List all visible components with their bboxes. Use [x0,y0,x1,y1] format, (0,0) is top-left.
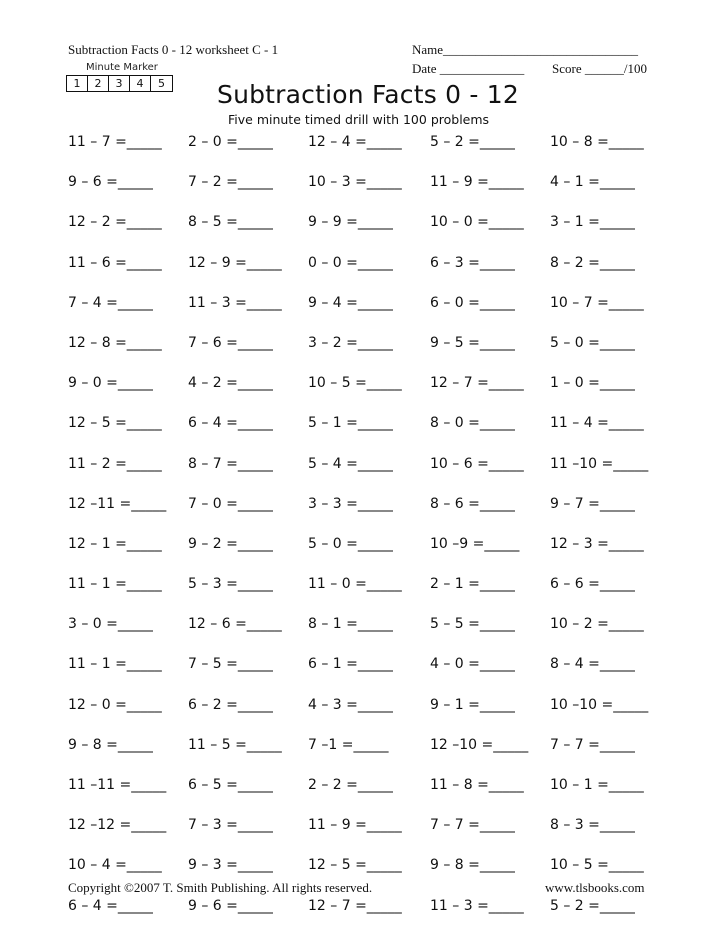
problem-item: 10 – 1 =_____ [550,777,644,793]
problem-item: 10 –9 =_____ [430,535,520,552]
problem-item: 5 – 0 =_____ [550,334,635,351]
score-field: Score ______/100 [552,61,647,76]
page-title: Subtraction Facts 0 - 12 [217,80,519,109]
problem-item: 1 – 0 =_____ [550,375,635,392]
problem-row [68,255,668,295]
problem-item: 9 – 5 =_____ [430,334,515,351]
problem-item: 12 – 7 =_____ [308,897,402,914]
problem-item: 6 – 3 =_____ [430,254,515,271]
problem-item: 12 –11 =_____ [68,495,167,512]
copyright-notice: Copyright ©2007 T. Smith Publishing. All rights reserved. [68,880,373,895]
problem-item: 9 – 8 =_____ [68,736,153,753]
problem-item: 6 – 4 =_____ [68,897,153,914]
problem-item: 12 – 7 =_____ [430,375,524,392]
problem-item: 11 –11 =_____ [68,777,167,793]
problem-item: 7 – 7 =_____ [430,817,515,834]
problem-item: 7 – 3 =_____ [188,817,273,834]
problem-row [68,536,668,576]
problem-item: 6 – 0 =_____ [430,294,515,311]
problem-row [68,335,668,375]
problem-row [68,415,668,455]
page-subtitle: Five minute timed drill with 100 problems [228,112,490,127]
minute-marker-box-4: 4 [130,76,151,91]
problem-item: 6 – 1 =_____ [308,656,393,673]
problem-item: 8 – 0 =_____ [430,415,515,432]
problem-item: 6 – 2 =_____ [188,696,273,713]
problem-item: 5 – 5 =_____ [430,616,515,633]
problem-item: 8 – 7 =_____ [188,455,273,472]
problem-item: 7 –1 =_____ [308,736,389,753]
problem-item: 12 –10 =_____ [430,736,529,753]
problem-item: 6 – 5 =_____ [188,777,273,793]
problem-item: 3 – 2 =_____ [308,334,393,351]
problem-item: 2 – 1 =_____ [430,576,515,593]
problem-item: 10 – 5 =_____ [550,857,644,874]
problem-row [68,777,668,817]
problem-row [68,496,668,536]
problem-item: 7 – 0 =_____ [188,495,273,512]
problem-item: 8 – 5 =_____ [188,214,273,231]
problem-item: 12 – 4 =_____ [308,134,402,150]
problem-item: 12 – 5 =_____ [308,857,402,874]
problem-item: 3 – 3 =_____ [308,495,393,512]
problem-item: 11 –10 =_____ [550,455,649,472]
problem-row [68,295,668,335]
problem-item: 8 – 3 =_____ [550,817,635,834]
problem-row [68,616,668,656]
problem-item: 10 – 6 =_____ [430,455,524,472]
problem-item: 2 – 0 =_____ [188,134,273,150]
problem-item: 10 – 3 =_____ [308,174,402,191]
problem-item: 10 – 0 =_____ [430,214,524,231]
problem-row [68,375,668,415]
problem-item: 11 – 8 =_____ [430,777,524,793]
problem-item: 9 – 8 =_____ [430,857,515,874]
problem-item: 11 – 1 =_____ [68,656,162,673]
problem-item: 7 – 4 =_____ [68,294,153,311]
problem-item: 9 – 6 =_____ [68,174,153,191]
problem-item: 7 – 7 =_____ [550,736,635,753]
problem-item: 12 – 8 =_____ [68,334,162,351]
problem-item: 12 – 2 =_____ [68,214,162,231]
problem-row [68,456,668,496]
name-field: Name______________________________ [412,42,639,57]
problem-item: 6 – 4 =_____ [188,415,273,432]
worksheet-title: Subtraction Facts 0 - 12 worksheet C - 1 [68,42,279,57]
problem-item: 9 – 4 =_____ [308,294,393,311]
problem-item: 11 – 2 =_____ [68,455,162,472]
problem-item: 10 – 7 =_____ [550,294,644,311]
problem-item: 0 – 0 =_____ [308,254,393,271]
problem-item: 10 – 8 =_____ [550,134,644,150]
problem-item: 12 – 3 =_____ [550,535,644,552]
problem-item: 11 – 3 =_____ [430,897,524,914]
problem-item: 12 –12 =_____ [68,817,167,834]
problem-row [68,174,668,214]
problem-item: 11 – 0 =_____ [308,576,402,593]
problem-item: 12 – 5 =_____ [68,415,162,432]
problem-item: 5 – 3 =_____ [188,576,273,593]
problem-item: 8 – 1 =_____ [308,616,393,633]
problem-item: 8 – 2 =_____ [550,254,635,271]
problem-row [68,576,668,616]
problem-grid [68,134,668,938]
problem-item: 5 – 1 =_____ [308,415,393,432]
problem-item: 9 – 2 =_____ [188,535,273,552]
problem-item: 11 – 1 =_____ [68,576,162,593]
problem-row [68,737,668,777]
problem-row [68,214,668,254]
problem-item: 4 – 1 =_____ [550,174,635,191]
problem-item: 6 – 6 =_____ [550,576,635,593]
website-link: www.tlsbooks.com [545,880,645,895]
date-field: Date _____________ [412,61,525,76]
problem-item: 12 – 0 =_____ [68,696,162,713]
problem-item: 7 – 2 =_____ [188,174,273,191]
problem-row [68,898,668,938]
problem-item: 5 – 4 =_____ [308,455,393,472]
minute-marker-box-3: 3 [109,76,130,91]
problem-item: 10 – 4 =_____ [68,857,162,874]
problem-item: 3 – 1 =_____ [550,214,635,231]
problem-item: 9 – 7 =_____ [550,495,635,512]
problem-item: 4 – 2 =_____ [188,375,273,392]
problem-row [68,134,668,174]
problem-item: 11 – 3 =_____ [188,294,282,311]
problem-row [68,817,668,857]
problem-item: 11 – 5 =_____ [188,736,282,753]
problem-item: 9 – 1 =_____ [430,696,515,713]
problem-item: 8 – 6 =_____ [430,495,515,512]
minute-marker-box-2: 2 [88,76,109,91]
problem-item: 8 – 4 =_____ [550,656,635,673]
problem-item: 11 – 9 =_____ [308,817,402,834]
problem-item: 2 – 2 =_____ [308,777,393,793]
problem-item: 10 – 2 =_____ [550,616,644,633]
problem-item: 7 – 6 =_____ [188,334,273,351]
problem-item: 11 – 6 =_____ [68,254,162,271]
problem-item: 10 – 5 =_____ [308,375,402,392]
problem-row [68,697,668,737]
problem-item: 4 – 3 =_____ [308,696,393,713]
problem-item: 7 – 5 =_____ [188,656,273,673]
problem-item: 5 – 2 =_____ [430,134,515,150]
problem-item: 9 – 6 =_____ [188,897,273,914]
problem-item: 5 – 2 =_____ [550,897,635,914]
minute-marker-label: Minute Marker [86,62,158,73]
problem-item: 3 – 0 =_____ [68,616,153,633]
problem-item: 11 – 4 =_____ [550,415,644,432]
problem-item: 11 – 7 =_____ [68,134,162,150]
problem-item: 9 – 0 =_____ [68,375,153,392]
minute-marker-boxes [66,75,173,92]
problem-item: 5 – 0 =_____ [308,535,393,552]
problem-item: 9 – 3 =_____ [188,857,273,874]
problem-item: 12 – 6 =_____ [188,616,282,633]
problem-item: 9 – 9 =_____ [308,214,393,231]
minute-marker-box-5: 5 [158,77,165,90]
minute-marker-box-1: 1 [67,76,88,91]
problem-item: 12 – 9 =_____ [188,254,282,271]
problem-item: 12 – 1 =_____ [68,535,162,552]
problem-item: 11 – 9 =_____ [430,174,524,191]
problem-item: 10 –10 =_____ [550,696,649,713]
problem-row [68,656,668,696]
problem-item: 4 – 0 =_____ [430,656,515,673]
